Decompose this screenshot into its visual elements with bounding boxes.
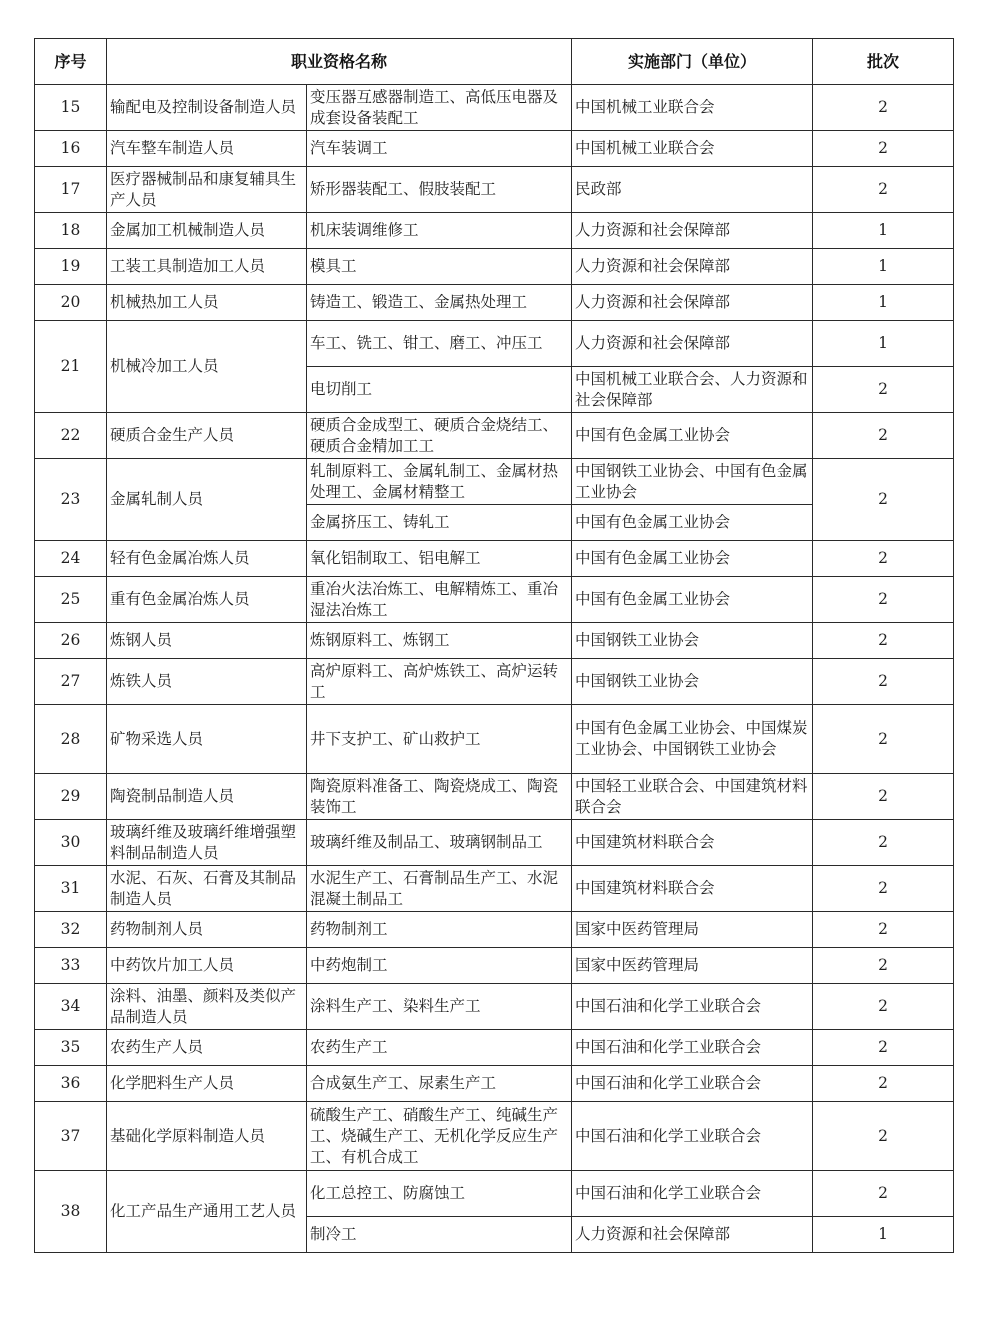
batch-cell: 2 <box>813 85 954 131</box>
qualification-title-cell: 炼钢原料工、炼钢工 <box>307 623 572 659</box>
table-row <box>35 541 954 577</box>
table-row <box>35 413 954 459</box>
department-cell: 中国有色金属工业协会 <box>572 541 813 577</box>
department-cell: 中国石油和化学工业联合会 <box>572 1171 813 1217</box>
table-row <box>35 85 954 131</box>
table-row <box>35 459 954 505</box>
table-row <box>35 659 954 705</box>
row-number: 20 <box>35 285 107 321</box>
department-cell: 中国建筑材料联合会 <box>572 866 813 912</box>
department-cell: 中国钢铁工业协会 <box>572 623 813 659</box>
row-number: 19 <box>35 249 107 285</box>
department-cell: 民政部 <box>572 167 813 213</box>
table-row <box>35 774 954 820</box>
department-cell: 中国有色金属工业协会 <box>572 413 813 459</box>
department-cell: 人力资源和社会保障部 <box>572 1217 813 1253</box>
category-cell: 机械冷加工人员 <box>107 321 307 413</box>
department-cell: 中国有色金属工业协会 <box>572 505 813 541</box>
batch-cell: 2 <box>813 705 954 774</box>
department-cell: 中国石油和化学工业联合会 <box>572 1066 813 1102</box>
row-number: 28 <box>35 705 107 774</box>
department-cell: 中国机械工业联合会 <box>572 85 813 131</box>
batch-cell: 2 <box>813 367 954 413</box>
row-number: 25 <box>35 577 107 623</box>
qualification-title-cell: 电切削工 <box>307 367 572 413</box>
batch-cell: 2 <box>813 413 954 459</box>
qualification-title-cell: 水泥生产工、石膏制品生产工、水泥混凝土制品工 <box>307 866 572 912</box>
batch-cell: 2 <box>813 912 954 948</box>
department-cell: 人力资源和社会保障部 <box>572 249 813 285</box>
qualification-title-cell: 模具工 <box>307 249 572 285</box>
qualification-title-cell: 药物制剂工 <box>307 912 572 948</box>
row-number: 30 <box>35 820 107 866</box>
batch-cell: 2 <box>813 659 954 705</box>
qualification-title-cell: 车工、铣工、钳工、磨工、冲压工 <box>307 321 572 367</box>
category-cell: 陶瓷制品制造人员 <box>107 774 307 820</box>
table-row <box>35 912 954 948</box>
qualification-title-cell: 矫形器装配工、假肢装配工 <box>307 167 572 213</box>
batch-cell: 2 <box>813 1102 954 1171</box>
qualification-title-cell: 涂料生产工、染料生产工 <box>307 984 572 1030</box>
department-cell: 国家中医药管理局 <box>572 948 813 984</box>
row-number: 16 <box>35 131 107 167</box>
table-row <box>35 820 954 866</box>
table-row <box>35 866 954 912</box>
batch-cell: 2 <box>813 1171 954 1217</box>
row-number: 31 <box>35 866 107 912</box>
batch-cell: 2 <box>813 774 954 820</box>
header-department: 实施部门（单位） <box>572 39 813 85</box>
category-cell: 农药生产人员 <box>107 1030 307 1066</box>
qualification-title-cell: 化工总控工、防腐蚀工 <box>307 1171 572 1217</box>
table-row <box>35 321 954 367</box>
qualification-title-cell: 变压器互感器制造工、高低压电器及成套设备装配工 <box>307 85 572 131</box>
department-cell: 中国轻工业联合会、中国建筑材料联合会 <box>572 774 813 820</box>
header-row <box>35 39 954 85</box>
qualification-title-cell: 金属挤压工、铸轧工 <box>307 505 572 541</box>
category-cell: 药物制剂人员 <box>107 912 307 948</box>
qualification-title-cell: 中药炮制工 <box>307 948 572 984</box>
row-number: 35 <box>35 1030 107 1066</box>
category-cell: 金属轧制人员 <box>107 459 307 541</box>
qualification-title-cell: 轧制原料工、金属轧制工、金属材热处理工、金属材精整工 <box>307 459 572 505</box>
row-number: 34 <box>35 984 107 1030</box>
batch-cell: 2 <box>813 820 954 866</box>
qualification-title-cell: 制冷工 <box>307 1217 572 1253</box>
department-cell: 中国建筑材料联合会 <box>572 820 813 866</box>
batch-cell: 2 <box>813 948 954 984</box>
row-number: 21 <box>35 321 107 413</box>
batch-cell: 1 <box>813 321 954 367</box>
batch-cell: 2 <box>813 866 954 912</box>
row-number: 27 <box>35 659 107 705</box>
batch-cell: 1 <box>813 213 954 249</box>
department-cell: 中国机械工业联合会 <box>572 131 813 167</box>
row-number: 24 <box>35 541 107 577</box>
row-number: 22 <box>35 413 107 459</box>
header-no: 序号 <box>35 39 107 85</box>
row-number: 32 <box>35 912 107 948</box>
department-cell: 国家中医药管理局 <box>572 912 813 948</box>
batch-cell: 2 <box>813 577 954 623</box>
qualification-title-cell: 机床装调维修工 <box>307 213 572 249</box>
category-cell: 机械热加工人员 <box>107 285 307 321</box>
qualification-title-cell: 玻璃纤维及制品工、玻璃钢制品工 <box>307 820 572 866</box>
row-number: 26 <box>35 623 107 659</box>
qualification-title-cell: 硫酸生产工、硝酸生产工、纯碱生产工、烧碱生产工、无机化学反应生产工、有机合成工 <box>307 1102 572 1171</box>
table-row <box>35 131 954 167</box>
category-cell: 化工产品生产通用工艺人员 <box>107 1171 307 1253</box>
row-number: 17 <box>35 167 107 213</box>
qualification-title-cell: 硬质合金成型工、硬质合金烧结工、硬质合金精加工工 <box>307 413 572 459</box>
qualification-table <box>34 38 954 1253</box>
row-number: 38 <box>35 1171 107 1253</box>
table-row <box>35 577 954 623</box>
qualification-title-cell: 井下支护工、矿山救护工 <box>307 705 572 774</box>
table-row <box>35 948 954 984</box>
batch-cell: 2 <box>813 1030 954 1066</box>
batch-cell: 1 <box>813 249 954 285</box>
category-cell: 矿物采选人员 <box>107 705 307 774</box>
row-number: 29 <box>35 774 107 820</box>
row-number: 15 <box>35 85 107 131</box>
row-number: 36 <box>35 1066 107 1102</box>
batch-cell: 1 <box>813 285 954 321</box>
category-cell: 硬质合金生产人员 <box>107 413 307 459</box>
qualification-title-cell: 高炉原料工、高炉炼铁工、高炉运转工 <box>307 659 572 705</box>
qualification-title-cell: 农药生产工 <box>307 1030 572 1066</box>
qualification-title-cell: 氧化铝制取工、铝电解工 <box>307 541 572 577</box>
category-cell: 轻有色金属冶炼人员 <box>107 541 307 577</box>
row-number: 23 <box>35 459 107 541</box>
category-cell: 水泥、石灰、石膏及其制品制造人员 <box>107 866 307 912</box>
table-row <box>35 1066 954 1102</box>
category-cell: 玻璃纤维及玻璃纤维增强塑料制品制造人员 <box>107 820 307 866</box>
department-cell: 中国石油和化学工业联合会 <box>572 1030 813 1066</box>
qualification-title-cell: 陶瓷原料准备工、陶瓷烧成工、陶瓷装饰工 <box>307 774 572 820</box>
department-cell: 中国钢铁工业协会、中国有色金属工业协会 <box>572 459 813 505</box>
category-cell: 炼钢人员 <box>107 623 307 659</box>
category-cell: 汽车整车制造人员 <box>107 131 307 167</box>
department-cell: 中国有色金属工业协会 <box>572 577 813 623</box>
category-cell: 涂料、油墨、颜料及类似产品制造人员 <box>107 984 307 1030</box>
category-cell: 工装工具制造加工人员 <box>107 249 307 285</box>
qualification-title-cell: 铸造工、锻造工、金属热处理工 <box>307 285 572 321</box>
department-cell: 中国石油和化学工业联合会 <box>572 1102 813 1171</box>
department-cell: 人力资源和社会保障部 <box>572 213 813 249</box>
table-row <box>35 1030 954 1066</box>
header-qualification: 职业资格名称 <box>107 39 572 85</box>
table-row <box>35 705 954 774</box>
category-cell: 化学肥料生产人员 <box>107 1066 307 1102</box>
department-cell: 人力资源和社会保障部 <box>572 321 813 367</box>
row-number: 18 <box>35 213 107 249</box>
category-cell: 医疗器械制品和康复辅具生产人员 <box>107 167 307 213</box>
table-row <box>35 167 954 213</box>
table-row <box>35 1102 954 1171</box>
batch-cell: 2 <box>813 984 954 1030</box>
category-cell: 重有色金属冶炼人员 <box>107 577 307 623</box>
row-number: 33 <box>35 948 107 984</box>
table-row <box>35 213 954 249</box>
batch-cell: 2 <box>813 1066 954 1102</box>
category-cell: 中药饮片加工人员 <box>107 948 307 984</box>
table-row <box>35 285 954 321</box>
table-row <box>35 984 954 1030</box>
header-batch: 批次 <box>813 39 954 85</box>
batch-cell: 2 <box>813 459 954 541</box>
department-cell: 中国钢铁工业协会 <box>572 659 813 705</box>
category-cell: 金属加工机械制造人员 <box>107 213 307 249</box>
category-cell: 炼铁人员 <box>107 659 307 705</box>
batch-cell: 2 <box>813 541 954 577</box>
batch-cell: 2 <box>813 131 954 167</box>
batch-cell: 2 <box>813 623 954 659</box>
department-cell: 中国有色金属工业协会、中国煤炭工业协会、中国钢铁工业协会 <box>572 705 813 774</box>
qualification-title-cell: 重冶火法冶炼工、电解精炼工、重冶湿法冶炼工 <box>307 577 572 623</box>
table-row <box>35 623 954 659</box>
batch-cell: 1 <box>813 1217 954 1253</box>
department-cell: 中国机械工业联合会、人力资源和社会保障部 <box>572 367 813 413</box>
table-row <box>35 1171 954 1217</box>
category-cell: 输配电及控制设备制造人员 <box>107 85 307 131</box>
row-number: 37 <box>35 1102 107 1171</box>
qualification-title-cell: 汽车装调工 <box>307 131 572 167</box>
department-cell: 人力资源和社会保障部 <box>572 285 813 321</box>
category-cell: 基础化学原料制造人员 <box>107 1102 307 1171</box>
department-cell: 中国石油和化学工业联合会 <box>572 984 813 1030</box>
batch-cell: 2 <box>813 167 954 213</box>
qualification-title-cell: 合成氨生产工、尿素生产工 <box>307 1066 572 1102</box>
table-body <box>35 85 954 1253</box>
table-row <box>35 249 954 285</box>
